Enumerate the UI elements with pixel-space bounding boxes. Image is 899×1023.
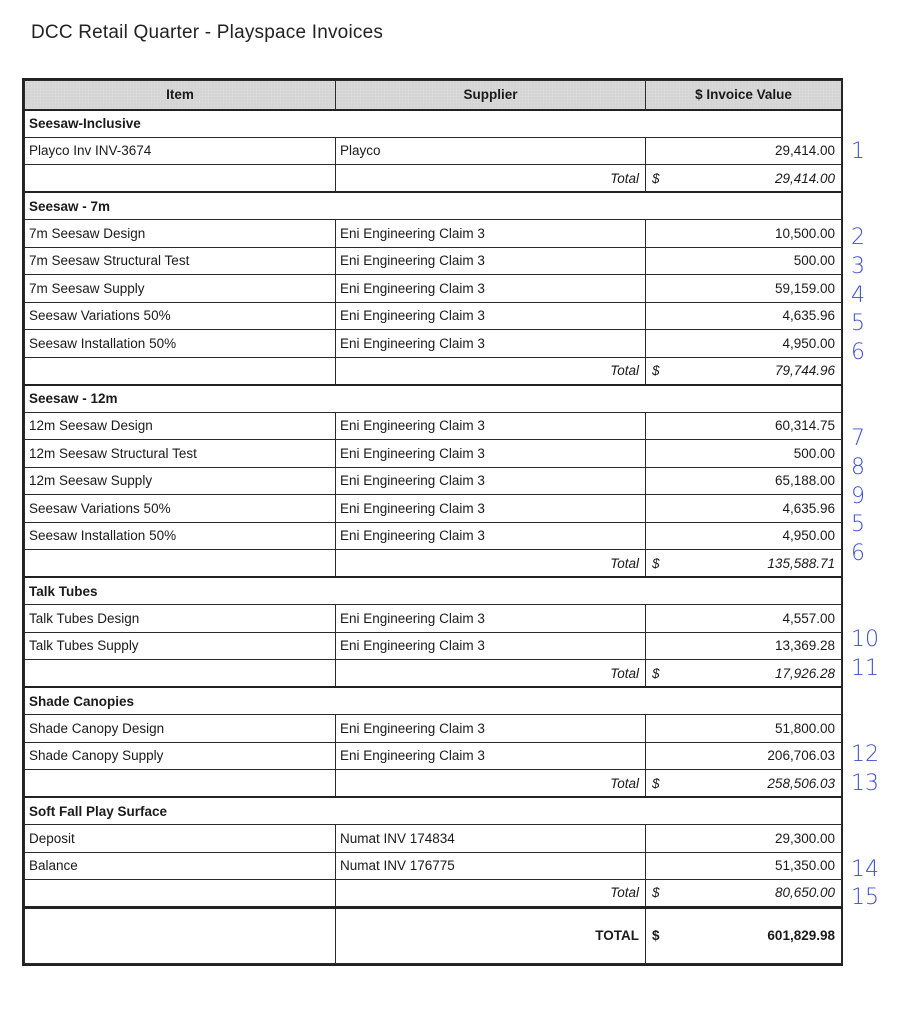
table-row — [25, 825, 842, 853]
item-cell: 12m Seesaw Structural Test — [25, 440, 336, 468]
table-row — [25, 440, 842, 468]
page-title: DCC Retail Quarter - Playspace Invoices — [31, 22, 384, 43]
item-cell: Talk Tubes Design — [25, 605, 336, 633]
supplier-cell: Eni Engineering Claim 3 — [336, 467, 646, 495]
subtotal-amount: 29,414.00 — [774, 170, 835, 186]
section-header-row — [25, 110, 842, 138]
handwritten-number: 5 — [851, 311, 865, 337]
invoice-value-cell: 13,369.28 — [646, 632, 842, 660]
currency-symbol: $ — [652, 885, 660, 901]
empty-cell — [25, 770, 336, 798]
subtotal-amount: 135,588.71 — [767, 555, 835, 571]
empty-cell — [25, 660, 336, 688]
subtotal-label: Total — [336, 880, 646, 908]
grand-total-row — [25, 907, 842, 963]
invoice-value-cell: 51,350.00 — [646, 852, 842, 880]
section-header-row — [25, 577, 842, 605]
handwritten-number: 9 — [851, 483, 865, 509]
subtotal-value-cell — [646, 880, 842, 908]
handwritten-number: 12 — [851, 741, 879, 767]
section-header-row — [25, 192, 842, 220]
handwritten-number: 10 — [851, 627, 879, 653]
empty-cell — [25, 357, 336, 385]
subtotal-label: Total — [336, 770, 646, 798]
supplier-cell: Eni Engineering Claim 3 — [336, 412, 646, 440]
handwritten-number: 14 — [851, 856, 879, 882]
invoice-value-cell: 60,314.75 — [646, 412, 842, 440]
table-row — [25, 715, 842, 743]
subtotal-amount: 80,650.00 — [774, 885, 835, 901]
supplier-cell: Playco — [336, 137, 646, 165]
invoice-value-cell: 500.00 — [646, 247, 842, 275]
subtotal-value-cell — [646, 165, 842, 193]
supplier-cell: Eni Engineering Claim 3 — [336, 330, 646, 358]
item-cell: Seesaw Installation 50% — [25, 330, 336, 358]
supplier-cell: Numat INV 176775 — [336, 852, 646, 880]
supplier-cell: Eni Engineering Claim 3 — [336, 302, 646, 330]
table-row — [25, 302, 842, 330]
section-title: Seesaw-Inclusive — [25, 110, 842, 138]
invoice-value-cell: 51,800.00 — [646, 715, 842, 743]
supplier-cell: Eni Engineering Claim 3 — [336, 440, 646, 468]
grand-total-amount: 601,829.98 — [767, 928, 835, 943]
section-header-row — [25, 385, 842, 413]
column-header-item: Item — [25, 81, 336, 110]
table-row — [25, 220, 842, 248]
section-title: Talk Tubes — [25, 577, 842, 605]
invoice-value-cell: 29,414.00 — [646, 137, 842, 165]
section-header-row — [25, 797, 842, 825]
item-cell: 7m Seesaw Supply — [25, 275, 336, 303]
table-row — [25, 742, 842, 770]
invoice-value-cell: 4,635.96 — [646, 302, 842, 330]
grand-total-label: TOTAL — [336, 907, 646, 963]
currency-symbol: $ — [652, 555, 660, 571]
table-row — [25, 330, 842, 358]
supplier-cell: Eni Engineering Claim 3 — [336, 220, 646, 248]
subtotal-row — [25, 357, 842, 385]
item-cell: Seesaw Variations 50% — [25, 495, 336, 523]
item-cell: 12m Seesaw Supply — [25, 467, 336, 495]
table-body — [25, 110, 842, 964]
item-cell: Talk Tubes Supply — [25, 632, 336, 660]
table-row — [25, 247, 842, 275]
subtotal-label: Total — [336, 660, 646, 688]
invoice-value-cell: 4,557.00 — [646, 605, 842, 633]
invoice-value-cell: 59,159.00 — [646, 275, 842, 303]
currency-symbol: $ — [652, 665, 660, 681]
column-header-supplier: Supplier — [336, 81, 646, 110]
subtotal-row — [25, 770, 842, 798]
invoice-value-cell: 4,950.00 — [646, 522, 842, 550]
section-title: Soft Fall Play Surface — [25, 797, 842, 825]
supplier-cell: Eni Engineering Claim 3 — [336, 247, 646, 275]
section-title: Seesaw - 12m — [25, 385, 842, 413]
supplier-cell: Eni Engineering Claim 3 — [336, 715, 646, 743]
empty-cell — [25, 165, 336, 193]
item-cell: 7m Seesaw Design — [25, 220, 336, 248]
section-header-row — [25, 687, 842, 715]
table-row — [25, 495, 842, 523]
item-cell: Playco Inv INV-3674 — [25, 137, 336, 165]
handwritten-number: 6 — [851, 541, 865, 566]
table-row — [25, 467, 842, 495]
subtotal-value-cell — [646, 357, 842, 385]
subtotal-amount: 258,506.03 — [767, 775, 835, 791]
handwritten-number: 3 — [851, 254, 865, 279]
subtotal-row — [25, 880, 842, 908]
handwritten-number: 7 — [851, 426, 865, 452]
invoice-table — [24, 80, 842, 964]
subtotal-label: Total — [336, 357, 646, 385]
subtotal-label: Total — [336, 165, 646, 193]
supplier-cell: Eni Engineering Claim 3 — [336, 495, 646, 523]
handwritten-number: 11 — [851, 655, 879, 681]
invoice-value-cell: 29,300.00 — [646, 825, 842, 853]
currency-symbol: $ — [652, 775, 660, 791]
handwritten-number: 4 — [851, 282, 865, 308]
item-cell: Seesaw Variations 50% — [25, 302, 336, 330]
empty-cell — [25, 550, 336, 578]
invoice-value-cell: 206,706.03 — [646, 742, 842, 770]
invoice-value-cell: 4,950.00 — [646, 330, 842, 358]
supplier-cell: Eni Engineering Claim 3 — [336, 742, 646, 770]
invoice-value-cell: 65,188.00 — [646, 467, 842, 495]
item-cell: Seesaw Installation 50% — [25, 522, 336, 550]
invoice-table-container — [22, 78, 843, 966]
handwritten-number: 1 — [851, 139, 865, 165]
handwritten-number: 8 — [851, 454, 865, 480]
item-cell: Balance — [25, 852, 336, 880]
supplier-cell: Eni Engineering Claim 3 — [336, 632, 646, 660]
table-row — [25, 137, 842, 165]
section-title: Shade Canopies — [25, 687, 842, 715]
subtotal-value-cell — [646, 660, 842, 688]
table-row — [25, 522, 842, 550]
table-row — [25, 852, 842, 880]
section-title: Seesaw - 7m — [25, 192, 842, 220]
column-header-invoice-value: $ Invoice Value — [646, 81, 842, 110]
subtotal-amount: 17,926.28 — [774, 665, 835, 681]
subtotal-value-cell — [646, 770, 842, 798]
supplier-cell: Eni Engineering Claim 3 — [336, 275, 646, 303]
subtotal-row — [25, 165, 842, 193]
supplier-cell: Numat INV 174834 — [336, 825, 646, 853]
subtotal-label: Total — [336, 550, 646, 578]
invoice-value-cell: 10,500.00 — [646, 220, 842, 248]
supplier-cell: Eni Engineering Claim 3 — [336, 605, 646, 633]
subtotal-value-cell — [646, 550, 842, 578]
table-row — [25, 632, 842, 660]
item-cell: 12m Seesaw Design — [25, 412, 336, 440]
handwritten-number: 2 — [851, 225, 865, 251]
invoice-value-cell: 4,635.96 — [646, 495, 842, 523]
grand-total-value-cell — [646, 907, 842, 963]
subtotal-amount: 79,744.96 — [774, 363, 835, 378]
table-row — [25, 412, 842, 440]
handwritten-number: 13 — [851, 770, 879, 796]
table-row — [25, 275, 842, 303]
supplier-cell: Eni Engineering Claim 3 — [336, 522, 646, 550]
table-header-row — [25, 81, 842, 110]
item-cell: Deposit — [25, 825, 336, 853]
invoice-value-cell: 500.00 — [646, 440, 842, 468]
currency-symbol: $ — [652, 363, 660, 378]
item-cell: Shade Canopy Supply — [25, 742, 336, 770]
item-cell: 7m Seesaw Structural Test — [25, 247, 336, 275]
empty-cell — [25, 880, 336, 908]
handwritten-number: 15 — [851, 885, 879, 911]
item-cell: Shade Canopy Design — [25, 715, 336, 743]
empty-cell — [25, 907, 336, 963]
handwritten-number: 5 — [851, 512, 865, 538]
currency-symbol: $ — [652, 170, 660, 186]
handwritten-number: 6 — [851, 340, 865, 366]
subtotal-row — [25, 550, 842, 578]
currency-symbol: $ — [652, 928, 660, 943]
subtotal-row — [25, 660, 842, 688]
table-row — [25, 605, 842, 633]
